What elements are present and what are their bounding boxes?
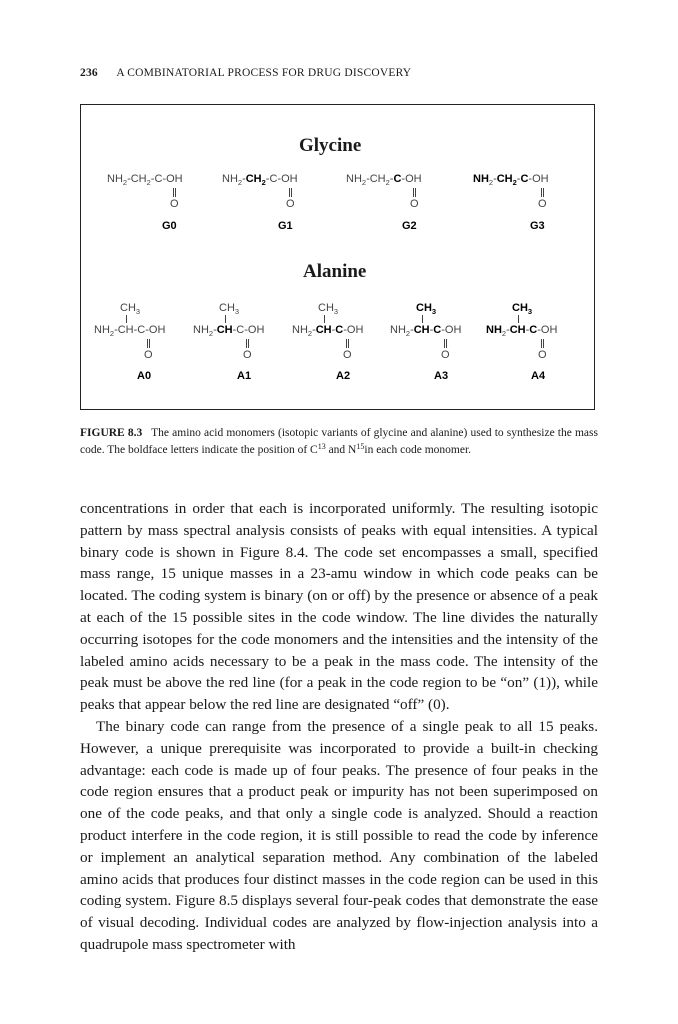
monomer-label: G2 (402, 220, 417, 232)
monomer-label: G0 (162, 220, 177, 232)
figure-number: FIGURE 8.3 (80, 427, 143, 439)
body-text (80, 498, 598, 956)
monomer-label: A4 (531, 370, 546, 382)
monomer-label: A0 (137, 370, 152, 382)
glycine-monomer: $NH_2-CH_2-C-OH$ O G0 (107, 173, 183, 232)
monomer-label: G3 (530, 220, 545, 232)
glycine-monomer: $NH_2-CH_2-C-OH$ O G2 (346, 173, 422, 232)
figure-caption: FIGURE 8.3 The amino acid monomers (isotopic variants of glycine and alanine) used to synthesize the mass code. The boldface letters indicate the position of $C^{13}$ and $N^{15}in$ each code monomer. (80, 427, 598, 456)
monomer-label: A1 (237, 370, 252, 382)
monomer-label: A3 (434, 370, 449, 382)
caption-text: The amino acid monomers (isotopic variants of glycine and alanine) used to synthesize the mass code. The boldface letters indicate the position of C (80, 427, 598, 456)
running-head (80, 67, 411, 79)
alanine-title: Alanine (303, 261, 367, 282)
monomer-label: G1 (278, 220, 293, 232)
paragraph: The binary code can range from the presence of a single peak to all 15 peaks. However, a unique prerequisite was incorporated to provide a built-in checking advantage: each code is made up of four peaks. The presence of four peaks in the code region ensures that a product peak or impurity has not been superimposed on one of the code peaks, and that only a single code is analyzed. Should a reaction product interfere in the code region, it is still possible to read the code by inference or implement an analytical separation method. Any combination of the labeled amino acids that produces four distinct masses in the code region can be used in this coding system. Figure 8.5 displays several four-peak codes that demonstrate the ease of visual decoding. Individual codes are analyzed by flow-injection analysis into a quadrupole mass spectrometer with (80, 717, 598, 953)
glycine-monomer: $NH_2-CH_2-C-OH$ O G1 (222, 173, 298, 232)
paragraph: concentrations in order that each is incorporated uniformly. The resulting isotopic pattern by mass spectral analysis consists of peaks with equal intensities. A typical binary code is shown in Figure 8.4. The code set encompasses a small, specified mass range, 15 unique masses in a 23-amu window in which code peaks can be located. The coding system is binary (on or off) by the presence or absence of a peak at each of the 15 possible sites in the code window. The line divides the naturally occurring isotopes for the code monomers and the intensities and the intensity of the labeled amino acids necessary to be a peak in the mass code. The intensity of the peak must be above the red line (for a peak in the code region to be “on” (1)), while peaks that appear below the red line are designated “off” (0). (80, 500, 598, 714)
figure-8-3: Glycine Alanine $NH_2-CH_2-C-OH$ O G0 $NH_2-CH_2-C-OH$ O G1 $NH_2-CH_2-C-OH$ O G2 $NH_2-CH_2-C-OH$ O G3 $CH_3$ $NH_2-CH-C-OH$ O A0 $CH_3$ $NH_2-CH-C-OH$ O A1 $CH_3$ $NH_2-CH-C-OH$ O A2 $CH_3$ $NH_2-CH-C-OH$ O A3 $CH_3$ $NH_2-CH-C-OH$ O A4 (80, 104, 595, 410)
glycine-monomer: $NH_2-CH_2-C-OH$ O G3 (473, 173, 549, 232)
glycine-title: Glycine (299, 135, 362, 156)
monomer-label: A2 (336, 370, 351, 382)
running-title: A COMBINATORIAL PROCESS FOR DRUG DISCOVERY (116, 67, 412, 79)
page-number: 236 (80, 67, 98, 79)
